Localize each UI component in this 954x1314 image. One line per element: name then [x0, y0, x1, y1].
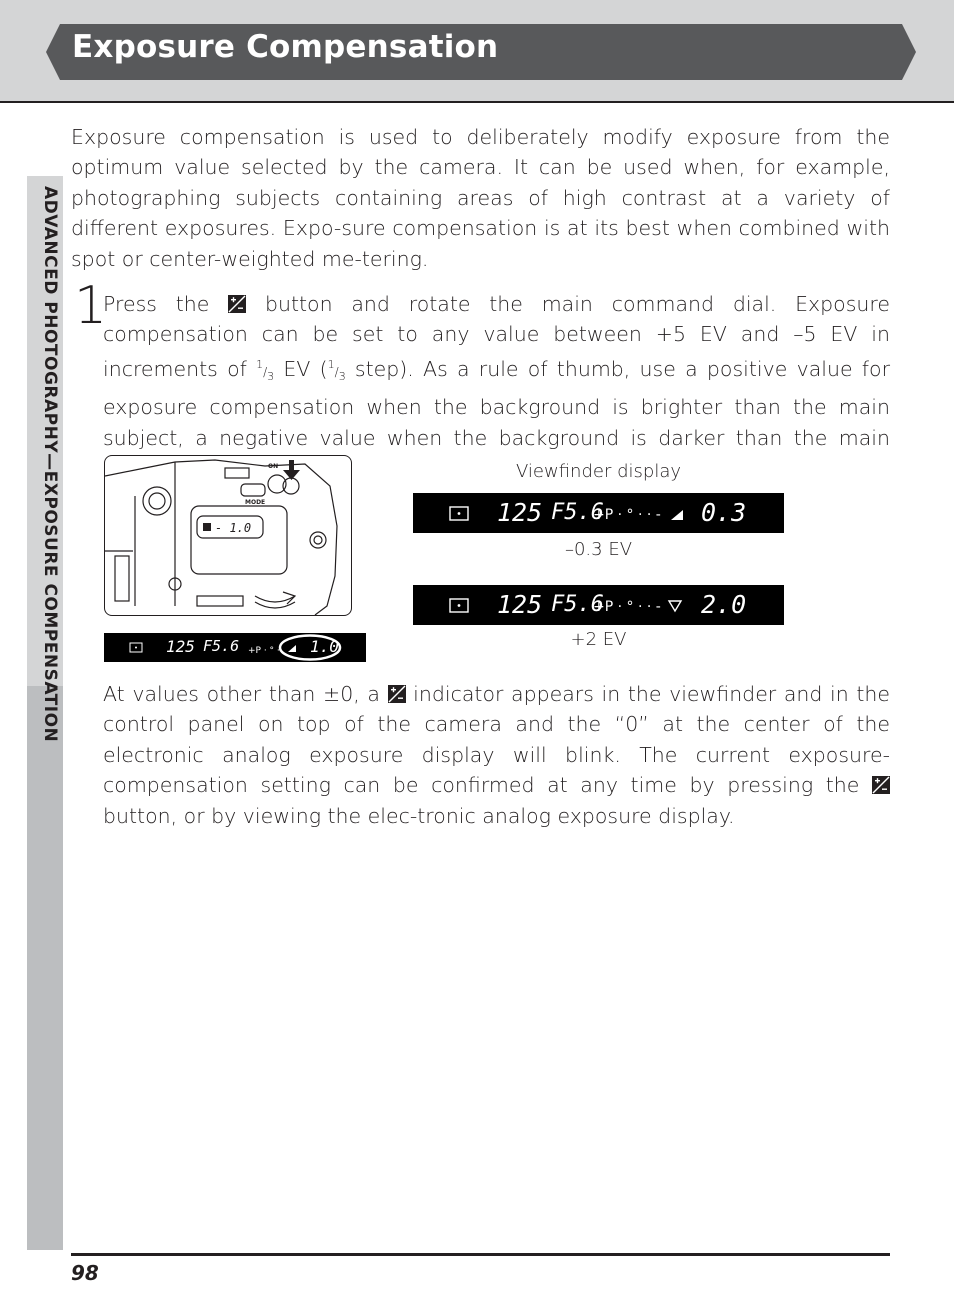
exposure-compensation-icon [872, 772, 890, 790]
camera-viewfinder-strip [104, 633, 366, 662]
mode-button-label: MODE [245, 499, 266, 506]
display1-value: 0.3 [701, 498, 747, 527]
page-title: Exposure Compensation [72, 29, 499, 65]
exposure-compensation-icon [228, 291, 246, 309]
svg-text:+P · ° · · -: +P · ° · · - [593, 599, 661, 615]
viewfinder-display-plus [413, 585, 784, 625]
small-strip-value: 1.0 [310, 637, 339, 656]
fraction-one-third: $^1/_3$ [256, 357, 275, 383]
step-text-d: step). As a rule of thumb, use a positive value for exposure compensation when the background is brighter than the main subject, a negative value when the background is darker than the main [103, 356, 890, 450]
camera-drawing [105, 456, 351, 615]
display2-value: 2.0 [701, 590, 747, 619]
svg-text:+P · ° · · -: +P · ° · · - [593, 507, 661, 523]
exposure-compensation-icon [388, 681, 406, 699]
fraction-one-third-2: $^1/_3$ [327, 357, 346, 383]
after-text-a: At values other than ±0, a [103, 682, 388, 706]
viewfinder-caption: Viewfinder display [516, 461, 681, 482]
display1-shutter: 125 [497, 498, 543, 527]
display1-aperture: F5.6 [551, 500, 604, 525]
indicator-paragraph [103, 679, 890, 831]
svg-text:+P · ° ·: +P · ° · [248, 646, 280, 656]
step-text-c: EV ( [274, 356, 328, 381]
title-banner [46, 24, 916, 80]
intro-paragraph: Exposure compensation is used to deliberately modify exposure from the optimum value selected by the camera. It can be used when, for example, photographing subjects containing areas of high contrast at a variety of different exposures. Expo-sure compensation is at its best when combined with spot or center-weighted me-tering. [71, 125, 890, 271]
display2-aperture: F5.6 [551, 592, 604, 617]
footer-rule [71, 1253, 890, 1256]
dial-label: ON [268, 463, 279, 470]
after-text-c: button, or by viewing the elec-tronic analog exposure display. [103, 803, 735, 828]
display1-caption: –0.3 EV [564, 539, 633, 560]
after-text-b: indicator appears in the viewfinder and in the control panel on top of the camera and the “0” at the center of the electronic analog exposure display will blink. The current exposure-compensation setting can be confirmed at any time by pressing the [103, 682, 890, 798]
page-number: 98 [71, 1261, 99, 1285]
step-text-a: Press the [103, 292, 229, 316]
small-strip-aperture: F5.6 [203, 637, 240, 655]
step-text-b: button and rotate the main command dial. Exposure compensation can be set to any value between +5 EV and –5 EV in increments of [103, 292, 890, 381]
small-strip-shutter: 125 [166, 637, 195, 656]
viewfinder-display-minus [413, 493, 784, 533]
display2-shutter: 125 [497, 590, 543, 619]
section-tab-label: ADVANCED PHOTOGRAPHY—EXPOSURE COMPENSATION [40, 186, 60, 743]
control-panel-lcd-value: - 1.0 [215, 521, 252, 535]
step-number: 1 [74, 276, 108, 336]
display2-caption: +2 EV [570, 629, 627, 650]
camera-illustration [104, 455, 352, 616]
